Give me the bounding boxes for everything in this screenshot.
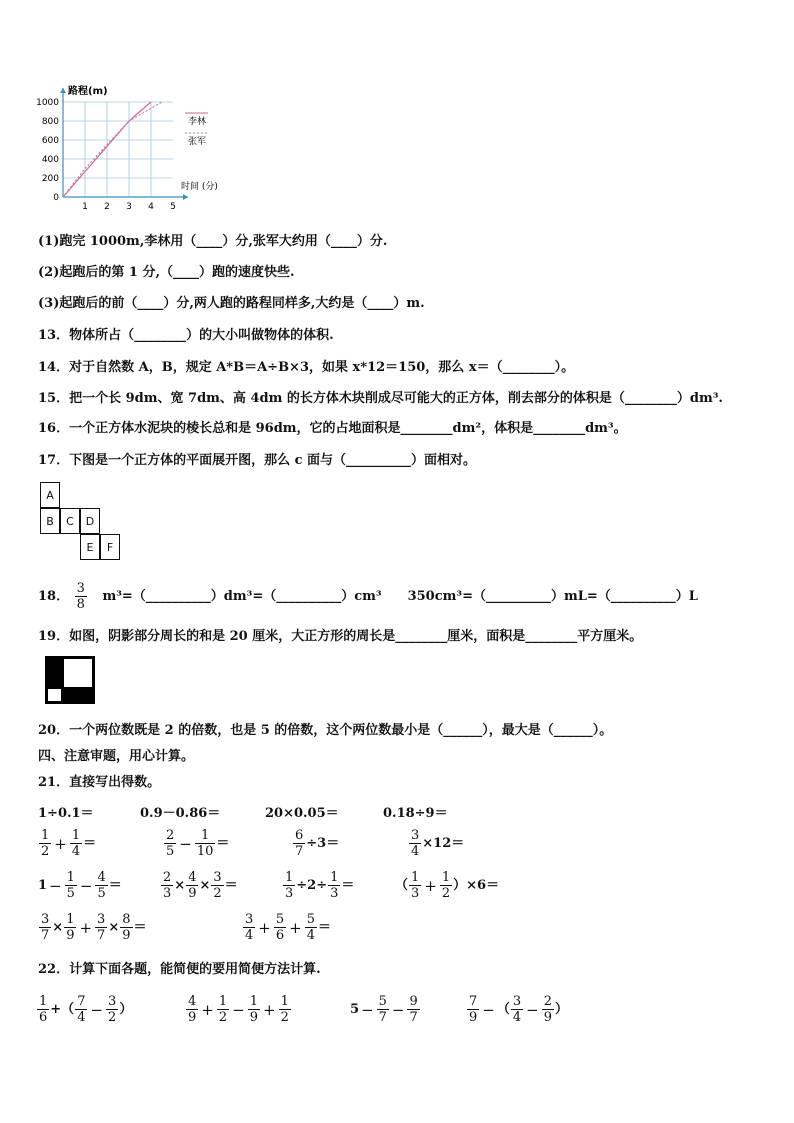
- y-tick-label: 600: [41, 136, 59, 146]
- calc-item: $\frac{1}{3}$ ÷2÷ $\frac{1}{3}$ ＝: [285, 870, 355, 901]
- x-tick-label: 5: [170, 202, 176, 212]
- net-face: B: [40, 508, 60, 534]
- chart-grid: [60, 88, 188, 200]
- question-21: 21．直接写出得数。: [38, 775, 161, 790]
- net-face: A: [40, 482, 60, 508]
- calc-item: $\frac{1}{2}$ + $\frac{1}{4}$ ＝: [41, 828, 97, 859]
- question-18: 18． $\frac{3}{8}$ m³=（__________）dm³=（__________）cm³ 350cm³=（__________）mL=（__________）L: [38, 581, 698, 612]
- q12-part3: (3)起跑后的前（____）分,两人跑的路程同样多,大约是（____）m.: [38, 296, 425, 311]
- legend-item: 张军: [188, 137, 207, 147]
- section-4: 四、注意审题，用心计算。: [38, 749, 195, 764]
- question-19: 19．如图，阴影部分周长的和是 20 厘米，大正方形的周长是________厘米，面积是________平方厘米。: [38, 629, 643, 644]
- y-tick-label: 1000: [36, 98, 59, 108]
- series-line: [63, 102, 162, 197]
- calc-item: $\frac{2}{5}$ − $\frac{1}{10}$ ＝: [166, 828, 230, 859]
- calc-item: $\frac{4}{9}$ + $\frac{1}{2}$ − $\frac{1}{9}$ + $\frac{1}{2}$: [188, 994, 289, 1025]
- question-15: 15．把一个长 9dm、宽 7dm、高 4dm 的长方体木块削成尽可能大的正方体，削去部分的体积是（________）dm³.: [38, 391, 723, 406]
- legend-item: 李林: [188, 117, 207, 127]
- calc-item: 1 − $\frac{1}{5}$ − $\frac{4}{5}$ ＝: [38, 870, 122, 901]
- net-face: C: [60, 508, 80, 534]
- calc-item: $\frac{3}{4}$ ×12＝: [411, 828, 465, 859]
- question-16: 16．一个正方体水泥块的棱长总和是 96dm，它的占地面积是________dm²，体积是________dm³。: [38, 421, 627, 436]
- question-17: 17．下图是一个正方体的平面展开图，那么 c 面与（__________）面相对。: [38, 453, 477, 468]
- calc-item: $\frac{7}{9}$ − （ $\frac{3}{4}$ − $\frac{2}{9}$ ）: [469, 994, 569, 1025]
- calc-item: （ $\frac{1}{3}$ + $\frac{1}{2}$ ）×6＝: [395, 870, 500, 901]
- calc-item: 0.18÷9＝: [383, 806, 448, 821]
- question-14: 14．对于自然数 A，B，规定 A*B＝A÷B×3，如果 x*12＝150，那么 x＝（________）。: [38, 360, 575, 375]
- calc-item: $\frac{2}{3}$ × $\frac{4}{9}$ × $\frac{3}{2}$ ＝: [163, 870, 238, 901]
- net-face: E: [80, 534, 100, 560]
- y-axis-arrow: [60, 88, 66, 93]
- x-tick-label: 4: [148, 202, 154, 212]
- net-face: F: [100, 534, 120, 560]
- square-figure: [44, 655, 96, 705]
- q12-part1: (1)跑完 1000m,李林用（____）分,张军大约用（____）分.: [38, 234, 388, 249]
- calc-item: 0.9－0.86＝: [140, 806, 221, 821]
- question-22: 22．计算下面各题，能简便的要用简便方法计算.: [38, 962, 321, 977]
- x-tick-label: 2: [104, 202, 110, 212]
- calc-item: $\frac{3}{7}$ × $\frac{1}{9}$ + $\frac{3}{7}$ × $\frac{8}{9}$ ＝: [41, 912, 147, 943]
- y-tick-label: 200: [41, 174, 59, 184]
- net-face: D: [80, 508, 100, 534]
- x-tick-label: 1: [82, 202, 88, 212]
- calc-item: $\frac{3}{4}$ + $\frac{5}{6}$ + $\frac{5}{4}$ ＝: [245, 912, 332, 943]
- calc-item: $\frac{6}{7}$ ÷3＝: [295, 828, 340, 859]
- q12-part2: (2)起跑后的第 1 分,（____）跑的速度快些.: [38, 265, 295, 280]
- y-tick-label: 0: [53, 193, 59, 203]
- calc-item: $\frac{1}{6}$ +（ $\frac{7}{4}$ − $\frac{3}{2}$ ）: [39, 994, 133, 1025]
- calc-item: 20×0.05＝: [265, 806, 339, 821]
- calc-item: 5 − $\frac{5}{7}$ − $\frac{9}{7}$: [350, 994, 418, 1025]
- x-axis-arrow: [183, 194, 188, 200]
- x-axis-title: 时间 (分): [181, 182, 218, 192]
- y-tick-label: 400: [41, 155, 59, 165]
- y-axis-title: 路程(m): [68, 86, 108, 97]
- y-tick-label: 800: [41, 117, 59, 127]
- question-20: 20．一个两位数既是 2 的倍数，也是 5 的倍数，这个两位数最小是（______），最大是（______）。: [38, 723, 613, 738]
- question-13: 13．物体所占（________）的大小叫做物体的体积.: [38, 328, 334, 343]
- line-chart: [28, 82, 238, 214]
- x-tick-label: 3: [126, 202, 132, 212]
- calc-item: 1÷0.1＝: [38, 806, 94, 821]
